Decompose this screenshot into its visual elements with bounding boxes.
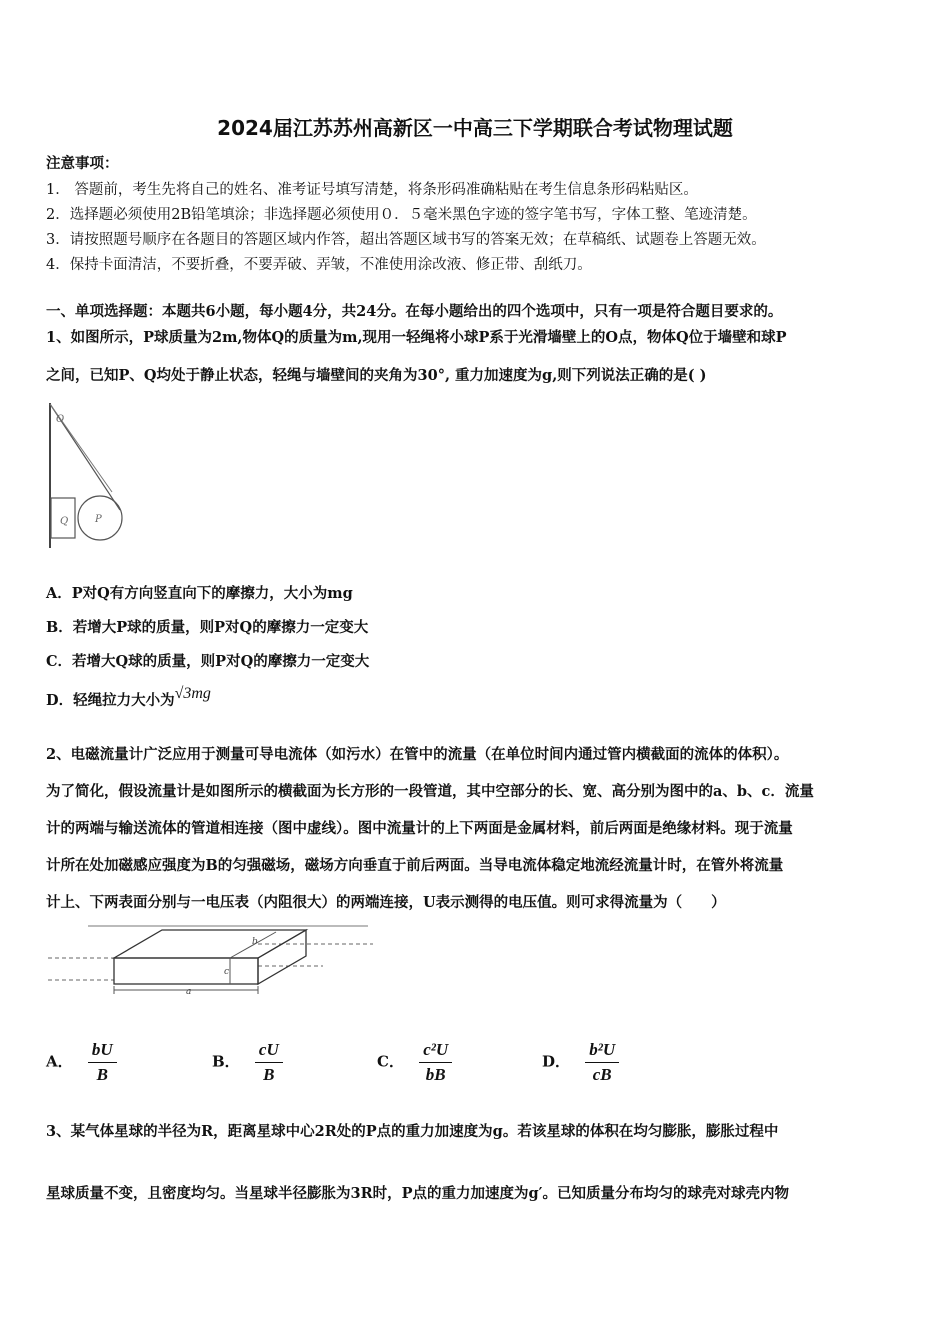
fraction-denominator: B	[263, 1065, 275, 1084]
label-a: a	[186, 987, 192, 997]
question-1-stem: 之间，已知P、Q均处于静止状态，轻绳与墙壁间的夹角为30°, 重力加速度为g,则下列说法正确的是( )	[46, 367, 707, 384]
notice-heading: 注意事项：	[46, 155, 119, 172]
pipe-dashed-lines	[48, 944, 373, 980]
option-fraction	[419, 1040, 452, 1085]
notice-item: 1． 答题前，考生先将自己的姓名、准考证号填写清楚，将条形码准确粘贴在考生信息条形码粘贴区。	[46, 182, 698, 198]
question-1-option-b: B．若增大P球的质量，则P对Q的摩擦力一定变大	[46, 619, 369, 636]
question-2-stem: 计所在处加磁感应强度为B的匀强磁场，磁场方向垂直于前后两面。当导电流体稳定地流经流量计时，在管外将流量	[46, 857, 784, 874]
fraction-denominator: bB	[425, 1065, 446, 1084]
question-2-figure	[48, 922, 373, 1000]
option-fraction	[585, 1040, 619, 1085]
notice-item: 4．保持卡面清洁，不要折叠，不要弄破、弄皱，不准使用涂改液、修正带、刮纸刀。	[46, 257, 592, 273]
notice-item: 3．请按照题号顺序在各题目的答题区域内作答，超出答题区域书写的答案无效；在草稿纸、试题卷上答题无效。	[46, 232, 766, 248]
question-1-figure	[40, 400, 140, 555]
question-2-stem: 2、电磁流量计广泛应用于测量可导电流体（如污水）在管中的流量（在单位时间内通过管内横截面的流体的体积）。	[46, 746, 789, 763]
fraction-denominator: cB	[592, 1065, 612, 1084]
page-title: 2024届江苏苏州高新区一中高三下学期联合考试物理试题	[217, 116, 733, 140]
fraction-numerator: bU	[88, 1040, 117, 1063]
label-b: b	[252, 937, 258, 947]
option-d-label: D．轻绳拉力大小为	[46, 692, 175, 709]
question-2-stem: 计的两端与输送流体的管道相连接（图中虚线）。图中流量计的上下两面是金属材料，前后两面是绝缘材料。现于流量	[46, 820, 793, 837]
option-label: A．	[46, 1052, 73, 1071]
fraction-numerator: c²U	[419, 1040, 452, 1063]
question-2-option-b	[212, 1040, 283, 1085]
question-1-option-a: A．P对Q有方向竖直向下的摩擦力，大小为mg	[46, 585, 353, 602]
question-1-option-d	[46, 685, 908, 710]
question-2-option-c	[377, 1040, 452, 1085]
question-2-option-d	[542, 1040, 619, 1085]
question-2-stem: 为了简化，假设流量计是如图所示的横截面为长方形的一段管道，其中空部分的长、宽、高分别为图中的a、b、c．流量	[46, 783, 814, 800]
option-label: B．	[212, 1052, 240, 1071]
option-label: D．	[542, 1052, 571, 1071]
label-q: Q	[60, 516, 69, 527]
question-3-stem: 星球质量不变，且密度均匀。当星球半径膨胀为3R时，P点的重力加速度为g′。已知质量分布均匀的球壳对球壳内物	[46, 1185, 790, 1202]
question-3-stem: 3、某气体星球的半径为R，距离星球中心2R处的P点的重力加速度为g。若该星球的体积在均匀膨胀，膨胀过程中	[46, 1123, 779, 1140]
question-2-stem: 计上、下两表面分别与一电压表（内阻很大）的两端连接，U表示测得的电压值。则可求得流量为（ ）	[46, 894, 726, 911]
fraction-numerator: b²U	[585, 1040, 619, 1063]
option-fraction	[88, 1040, 117, 1085]
option-d-formula: √3mg	[174, 685, 211, 702]
question-1-stem: 1、如图所示，P球质量为2m,物体Q的质量为m,现用一轻绳将小球P系于光滑墙壁上的O点，物体Q位于墙壁和球P	[46, 329, 787, 346]
question-2-option-a	[46, 1040, 117, 1085]
label-c: c	[224, 967, 230, 977]
fraction-numerator: cU	[255, 1040, 283, 1063]
label-o: O	[56, 414, 65, 425]
section-heading: 一、单项选择题：本题共6小题，每小题4分，共24分。在每小题给出的四个选项中，只有一项是符合题目要求的。	[46, 303, 783, 320]
label-p: P	[95, 514, 102, 525]
notice-item: 2．选择题必须使用2B铅笔填涂；非选择题必须使用０．５毫米黑色字迹的签字笔书写，字体工整、笔迹清楚。	[46, 207, 757, 223]
fraction-denominator: B	[96, 1065, 108, 1084]
option-label: C．	[377, 1052, 404, 1071]
option-fraction	[255, 1040, 283, 1085]
question-1-option-c: C．若增大Q球的质量，则P对Q的摩擦力一定变大	[46, 653, 370, 670]
flowmeter-box	[114, 930, 306, 984]
